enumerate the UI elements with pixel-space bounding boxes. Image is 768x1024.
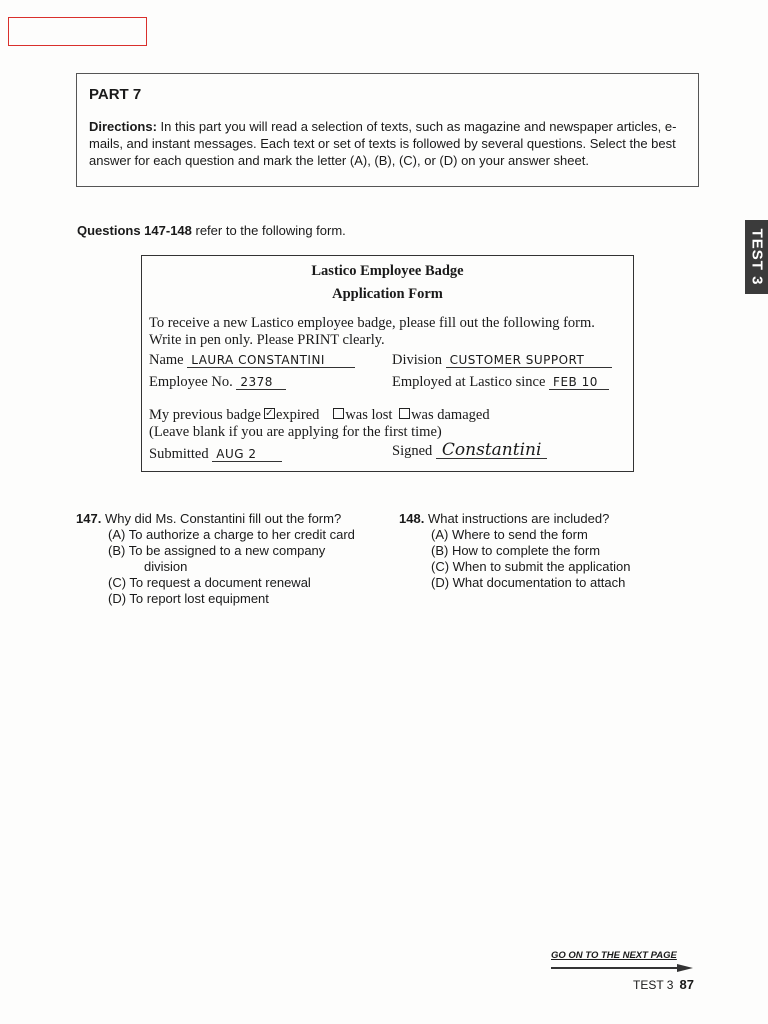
name-value: LAURA CONSTANTINI bbox=[187, 353, 355, 368]
answer-option: (B) To be assigned to a new company bbox=[108, 543, 326, 558]
question-148 bbox=[399, 511, 630, 591]
right-arrow-icon bbox=[551, 964, 693, 972]
signature: Constantini bbox=[436, 442, 548, 459]
next-page-label: GO ON TO THE NEXT PAGE bbox=[551, 950, 677, 961]
checkbox-expired-checked bbox=[264, 408, 275, 419]
question-147-text: Why did Ms. Constantini fill out the form? bbox=[104, 511, 342, 526]
questions-intro-text: refer to the following form. bbox=[191, 223, 346, 238]
question-147 bbox=[76, 511, 355, 607]
answer-option: (B) How to complete the form bbox=[431, 543, 601, 558]
answer-option: (D) To report lost equipment bbox=[108, 591, 269, 606]
division-value: CUSTOMER SUPPORT bbox=[446, 353, 612, 368]
test-label: TEST 3 bbox=[633, 978, 674, 992]
directions-body: In this part you will read a selection of texts, such as magazine and newspaper articles, e-mails, and instant messages. Each text or set of texts is followed by several questions. Select the best answer for each question and mark the letter (A), (B), (C), or (D) on your answer sheet. bbox=[89, 119, 677, 168]
previous-badge-label: My previous badge bbox=[149, 407, 261, 423]
page-footer bbox=[633, 977, 694, 992]
employee-no-field bbox=[149, 374, 286, 391]
form-title: Lastico Employee Badge bbox=[311, 263, 464, 279]
answer-option: (A) To authorize a charge to her credit card bbox=[108, 527, 355, 542]
form-instructions-1: To receive a new Lastico employee badge, please fill out the following form. bbox=[149, 315, 595, 331]
leave-blank-note: (Leave blank if you are applying for the first time) bbox=[149, 424, 442, 440]
submitted-label: Submitted bbox=[149, 446, 209, 462]
directions-label: Directions: bbox=[89, 119, 157, 134]
answer-option: (C) To request a document renewal bbox=[108, 575, 311, 590]
signed-label: Signed bbox=[392, 443, 433, 459]
checkbox-damaged bbox=[399, 408, 410, 419]
directions-box bbox=[76, 73, 699, 187]
submitted-value: AUG 2 bbox=[212, 447, 282, 462]
option-lost: was lost bbox=[345, 407, 393, 423]
directions-text bbox=[89, 118, 686, 169]
employed-since-value: FEB 10 bbox=[549, 375, 609, 390]
checkbox-lost bbox=[333, 408, 344, 419]
question-148-text: What instructions are included? bbox=[427, 511, 610, 526]
test-side-tab-label: TEST 3 bbox=[748, 228, 765, 286]
previous-badge-row bbox=[149, 407, 490, 424]
red-annotation-box bbox=[8, 17, 147, 46]
division-field bbox=[392, 352, 612, 369]
form-instructions-2: Write in pen only. Please PRINT clearly. bbox=[149, 332, 385, 348]
next-page-indicator bbox=[551, 950, 693, 972]
submitted-field bbox=[149, 446, 282, 463]
questions-range: Questions 147-148 bbox=[77, 223, 192, 238]
form-subtitle: Application Form bbox=[332, 286, 443, 302]
division-label: Division bbox=[392, 352, 442, 368]
answer-option: (C) When to submit the application bbox=[431, 559, 631, 574]
question-147-number: 147. bbox=[76, 511, 102, 526]
question-148-number: 148. bbox=[399, 511, 425, 526]
employed-since-field bbox=[392, 374, 609, 391]
employee-no-label: Employee No. bbox=[149, 374, 233, 390]
questions-intro bbox=[77, 223, 346, 238]
option-expired: expired bbox=[275, 407, 320, 423]
part-title: PART 7 bbox=[89, 86, 142, 103]
page-number: 87 bbox=[679, 977, 694, 992]
employee-no-value: 2378 bbox=[236, 375, 286, 390]
name-field bbox=[149, 352, 355, 369]
badge-application-form bbox=[141, 255, 634, 472]
test-side-tab bbox=[745, 220, 768, 294]
answer-option: (D) What documentation to attach bbox=[431, 575, 626, 590]
signed-field bbox=[392, 442, 547, 460]
option-damaged: was damaged bbox=[411, 407, 490, 423]
answer-option-continuation: division bbox=[144, 559, 188, 574]
name-label: Name bbox=[149, 352, 184, 368]
employed-since-label: Employed at Lastico since bbox=[392, 374, 546, 390]
answer-option: (A) Where to send the form bbox=[431, 527, 588, 542]
